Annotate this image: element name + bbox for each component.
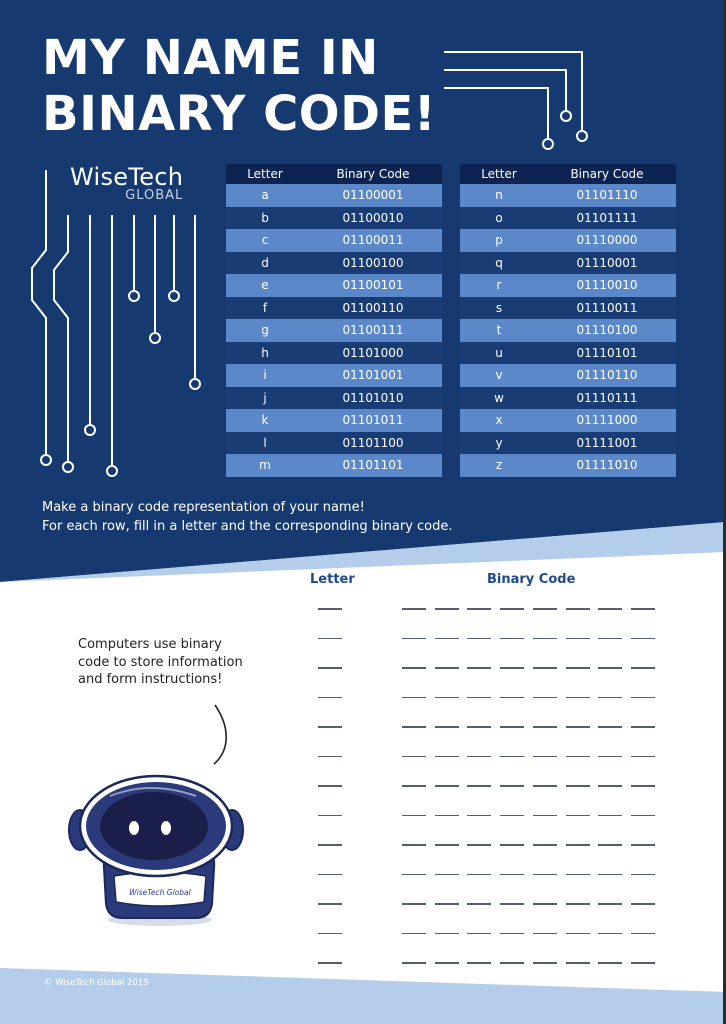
letter-cell: n: [460, 184, 538, 207]
bit-blank[interactable]: [500, 756, 524, 758]
table-row: [226, 364, 442, 387]
binary-table-a-to-m: [226, 164, 442, 477]
bit-blank[interactable]: [402, 785, 426, 787]
bit-blank[interactable]: [435, 844, 459, 846]
table-row: [226, 319, 442, 342]
letter-cell: m: [226, 454, 304, 477]
table-row: [460, 274, 676, 297]
bit-blank[interactable]: [435, 608, 459, 610]
bit-blank[interactable]: [566, 638, 590, 640]
bit-blank[interactable]: [598, 608, 622, 610]
bit-blank[interactable]: [402, 638, 426, 640]
bit-blank[interactable]: [467, 608, 491, 610]
binary-code-cell: 01100010: [304, 207, 442, 230]
bit-blank[interactable]: [533, 667, 557, 669]
logo-wordmark: WiseTech: [70, 163, 184, 191]
worksheet-code-heading: Binary Code: [487, 572, 576, 587]
title-line-2: BINARY CODE!: [42, 86, 437, 142]
bit-blank[interactable]: [402, 667, 426, 669]
letter-blank[interactable]: [318, 667, 342, 669]
letter-cell: b: [226, 207, 304, 230]
bit-blank[interactable]: [631, 903, 655, 905]
bit-blank[interactable]: [435, 697, 459, 699]
bit-blank[interactable]: [598, 756, 622, 758]
binary-code-cell: 01110000: [538, 229, 676, 252]
binary-code-cell: 01110111: [538, 387, 676, 410]
binary-code-cell: 01101101: [304, 454, 442, 477]
bit-blank[interactable]: [467, 667, 491, 669]
bit-blank[interactable]: [566, 726, 590, 728]
binary-code-cell: 01100111: [304, 319, 442, 342]
bit-blank[interactable]: [467, 874, 491, 876]
wisetech-logo: [70, 163, 184, 203]
bit-blank[interactable]: [402, 844, 426, 846]
binary-table-n-to-z: [460, 164, 676, 477]
binary-code-cell: 01101011: [304, 409, 442, 432]
letter-blank[interactable]: [318, 844, 342, 846]
bubble-line-2: code to store information: [78, 654, 243, 670]
bit-blank[interactable]: [500, 638, 524, 640]
bit-blank[interactable]: [435, 638, 459, 640]
table-row: [226, 432, 442, 455]
bit-blank[interactable]: [631, 874, 655, 876]
bit-blank[interactable]: [467, 638, 491, 640]
letter-cell: g: [226, 319, 304, 342]
binary-code-cell: 01100110: [304, 297, 442, 320]
bit-blank[interactable]: [598, 903, 622, 905]
bit-blank[interactable]: [435, 903, 459, 905]
binary-code-cell: 01110100: [538, 319, 676, 342]
bit-blank[interactable]: [631, 756, 655, 758]
binary-code-cell: 01100101: [304, 274, 442, 297]
bit-blank[interactable]: [467, 815, 491, 817]
instruction-line-1: Make a binary code representation of your name!: [42, 500, 365, 515]
binary-code-cell: 01110011: [538, 297, 676, 320]
binary-code-cell: 01100100: [304, 252, 442, 275]
table-row: [226, 387, 442, 410]
bit-blank[interactable]: [467, 726, 491, 728]
letter-blank[interactable]: [318, 933, 342, 935]
bit-blank[interactable]: [500, 903, 524, 905]
bit-blank[interactable]: [598, 785, 622, 787]
table-row: [460, 297, 676, 320]
bit-blank[interactable]: [631, 962, 655, 964]
letter-blank[interactable]: [318, 756, 342, 758]
bit-blank[interactable]: [566, 933, 590, 935]
binary-code-header: Binary Code: [538, 164, 676, 184]
letter-blank[interactable]: [318, 874, 342, 876]
bit-blank[interactable]: [435, 962, 459, 964]
bit-blank[interactable]: [402, 903, 426, 905]
binary-code-cell: 01100001: [304, 184, 442, 207]
binary-code-cell: 01100011: [304, 229, 442, 252]
letter-cell: i: [226, 364, 304, 387]
bit-blank[interactable]: [631, 933, 655, 935]
table-row: [226, 342, 442, 365]
bit-blank[interactable]: [435, 874, 459, 876]
robot-illustration-icon: [69, 776, 243, 926]
bit-blank[interactable]: [566, 844, 590, 846]
bit-blank[interactable]: [402, 962, 426, 964]
bit-blank[interactable]: [467, 903, 491, 905]
bit-blank[interactable]: [598, 962, 622, 964]
letter-blank[interactable]: [318, 962, 342, 964]
letter-cell: x: [460, 409, 538, 432]
letter-header: Letter: [460, 164, 538, 184]
letter-cell: c: [226, 229, 304, 252]
bit-blank[interactable]: [631, 697, 655, 699]
letter-header: Letter: [226, 164, 304, 184]
binary-code-cell: 01111010: [538, 454, 676, 477]
bit-blank[interactable]: [533, 844, 557, 846]
letter-blank[interactable]: [318, 638, 342, 640]
bit-blank[interactable]: [533, 785, 557, 787]
binary-code-cell: 01110101: [538, 342, 676, 365]
logo-subtitle: GLOBAL: [125, 188, 184, 203]
bit-blank[interactable]: [467, 844, 491, 846]
letter-cell: k: [226, 409, 304, 432]
bubble-line-1: Computers use binary: [78, 637, 222, 652]
bit-blank[interactable]: [500, 785, 524, 787]
bit-blank[interactable]: [598, 638, 622, 640]
speech-tail-icon: [214, 705, 226, 764]
title-line-1: MY NAME IN: [42, 30, 379, 86]
bit-blank[interactable]: [598, 844, 622, 846]
bit-blank[interactable]: [598, 726, 622, 728]
letter-blank[interactable]: [318, 697, 342, 699]
letter-cell: s: [460, 297, 538, 320]
bit-blank[interactable]: [435, 785, 459, 787]
bit-blank[interactable]: [566, 962, 590, 964]
letter-blank[interactable]: [318, 815, 342, 817]
bit-blank[interactable]: [435, 756, 459, 758]
instruction-line-2: For each row, fill in a letter and the corresponding binary code.: [42, 519, 453, 534]
binary-code-cell: 01101100: [304, 432, 442, 455]
bit-blank[interactable]: [631, 726, 655, 728]
table-row: [226, 207, 442, 230]
letter-cell: o: [460, 207, 538, 230]
binary-code-cell: 01101001: [304, 364, 442, 387]
letter-blank[interactable]: [318, 785, 342, 787]
table-row: [460, 207, 676, 230]
letter-cell: a: [226, 184, 304, 207]
bit-blank[interactable]: [402, 697, 426, 699]
speech-bubble: [78, 636, 243, 689]
letter-cell: w: [460, 387, 538, 410]
bit-blank[interactable]: [500, 667, 524, 669]
letter-blank[interactable]: [318, 608, 342, 610]
bit-blank[interactable]: [533, 903, 557, 905]
table-row: [226, 252, 442, 275]
table-row: [460, 342, 676, 365]
table-row: [460, 364, 676, 387]
bit-blank[interactable]: [598, 667, 622, 669]
letter-cell: e: [226, 274, 304, 297]
letter-cell: d: [226, 252, 304, 275]
bit-blank[interactable]: [402, 726, 426, 728]
table-row: [460, 387, 676, 410]
bit-blank[interactable]: [598, 874, 622, 876]
bubble-line-3: and form instructions!: [78, 672, 223, 687]
bit-blank[interactable]: [566, 697, 590, 699]
letter-cell: r: [460, 274, 538, 297]
binary-code-header: Binary Code: [304, 164, 442, 184]
letter-cell: z: [460, 454, 538, 477]
footer-band: [0, 968, 726, 1024]
letter-cell: h: [226, 342, 304, 365]
binary-code-cell: 01111001: [538, 432, 676, 455]
binary-code-cell: 01101111: [538, 207, 676, 230]
binary-code-cell: 01101110: [538, 184, 676, 207]
bit-blank[interactable]: [500, 962, 524, 964]
table-row: [226, 409, 442, 432]
bit-blank[interactable]: [598, 697, 622, 699]
letter-blank[interactable]: [318, 726, 342, 728]
binary-code-cell: 01101000: [304, 342, 442, 365]
letter-cell: p: [460, 229, 538, 252]
table-row: [460, 184, 676, 207]
table-row: [226, 454, 442, 477]
robot-shirt-text: WiseTech Global: [129, 888, 191, 897]
bit-blank[interactable]: [533, 962, 557, 964]
bit-blank[interactable]: [402, 608, 426, 610]
bit-blank[interactable]: [533, 815, 557, 817]
bit-blank[interactable]: [467, 756, 491, 758]
table-row: [226, 184, 442, 207]
table-row: [460, 252, 676, 275]
table-row: [460, 229, 676, 252]
bit-blank[interactable]: [435, 933, 459, 935]
table-row: [460, 454, 676, 477]
bit-blank[interactable]: [435, 815, 459, 817]
bit-blank[interactable]: [533, 874, 557, 876]
letter-cell: q: [460, 252, 538, 275]
binary-code-cell: 01110001: [538, 252, 676, 275]
bit-blank[interactable]: [566, 903, 590, 905]
bit-blank[interactable]: [566, 667, 590, 669]
bit-blank[interactable]: [402, 815, 426, 817]
bit-blank[interactable]: [500, 844, 524, 846]
bit-blank[interactable]: [500, 697, 524, 699]
bit-blank[interactable]: [533, 697, 557, 699]
page-title: [42, 30, 436, 142]
bit-blank[interactable]: [500, 933, 524, 935]
worksheet-letter-heading: Letter: [310, 572, 355, 587]
letter-cell: l: [226, 432, 304, 455]
table-row: [226, 229, 442, 252]
bit-blank[interactable]: [598, 815, 622, 817]
binary-code-cell: 01110110: [538, 364, 676, 387]
binary-code-cell: 01111000: [538, 409, 676, 432]
bit-blank[interactable]: [631, 844, 655, 846]
instructions: [42, 498, 453, 536]
bit-blank[interactable]: [566, 756, 590, 758]
letter-cell: v: [460, 364, 538, 387]
bit-blank[interactable]: [566, 874, 590, 876]
bit-blank[interactable]: [566, 815, 590, 817]
bit-blank[interactable]: [631, 638, 655, 640]
bit-blank[interactable]: [435, 667, 459, 669]
bit-blank[interactable]: [402, 933, 426, 935]
bit-blank[interactable]: [500, 608, 524, 610]
binary-code-cell: 01101010: [304, 387, 442, 410]
table-row: [460, 409, 676, 432]
bit-blank[interactable]: [631, 785, 655, 787]
table-row: [460, 319, 676, 342]
bit-blank[interactable]: [631, 815, 655, 817]
table-row: [460, 432, 676, 455]
bit-blank[interactable]: [566, 785, 590, 787]
bit-blank[interactable]: [533, 933, 557, 935]
bit-blank[interactable]: [566, 608, 590, 610]
bit-blank[interactable]: [467, 785, 491, 787]
bit-blank[interactable]: [533, 756, 557, 758]
bit-blank[interactable]: [467, 933, 491, 935]
letter-cell: f: [226, 297, 304, 320]
bit-blank[interactable]: [500, 874, 524, 876]
bit-blank[interactable]: [500, 815, 524, 817]
copyright-footer: © WiseTech Global 2019: [44, 978, 149, 988]
bit-blank[interactable]: [402, 874, 426, 876]
bit-blank[interactable]: [533, 638, 557, 640]
bit-blank[interactable]: [533, 726, 557, 728]
bit-blank[interactable]: [500, 726, 524, 728]
bit-blank[interactable]: [467, 697, 491, 699]
bit-blank[interactable]: [467, 962, 491, 964]
letter-cell: y: [460, 432, 538, 455]
binary-code-cell: 01110010: [538, 274, 676, 297]
table-row: [226, 274, 442, 297]
bit-blank[interactable]: [631, 608, 655, 610]
table-row: [226, 297, 442, 320]
letter-cell: j: [226, 387, 304, 410]
letter-blank[interactable]: [318, 903, 342, 905]
bit-blank[interactable]: [631, 667, 655, 669]
bit-blank[interactable]: [402, 756, 426, 758]
letter-cell: t: [460, 319, 538, 342]
bit-blank[interactable]: [435, 726, 459, 728]
bit-blank[interactable]: [533, 608, 557, 610]
letter-cell: u: [460, 342, 538, 365]
bit-blank[interactable]: [598, 933, 622, 935]
